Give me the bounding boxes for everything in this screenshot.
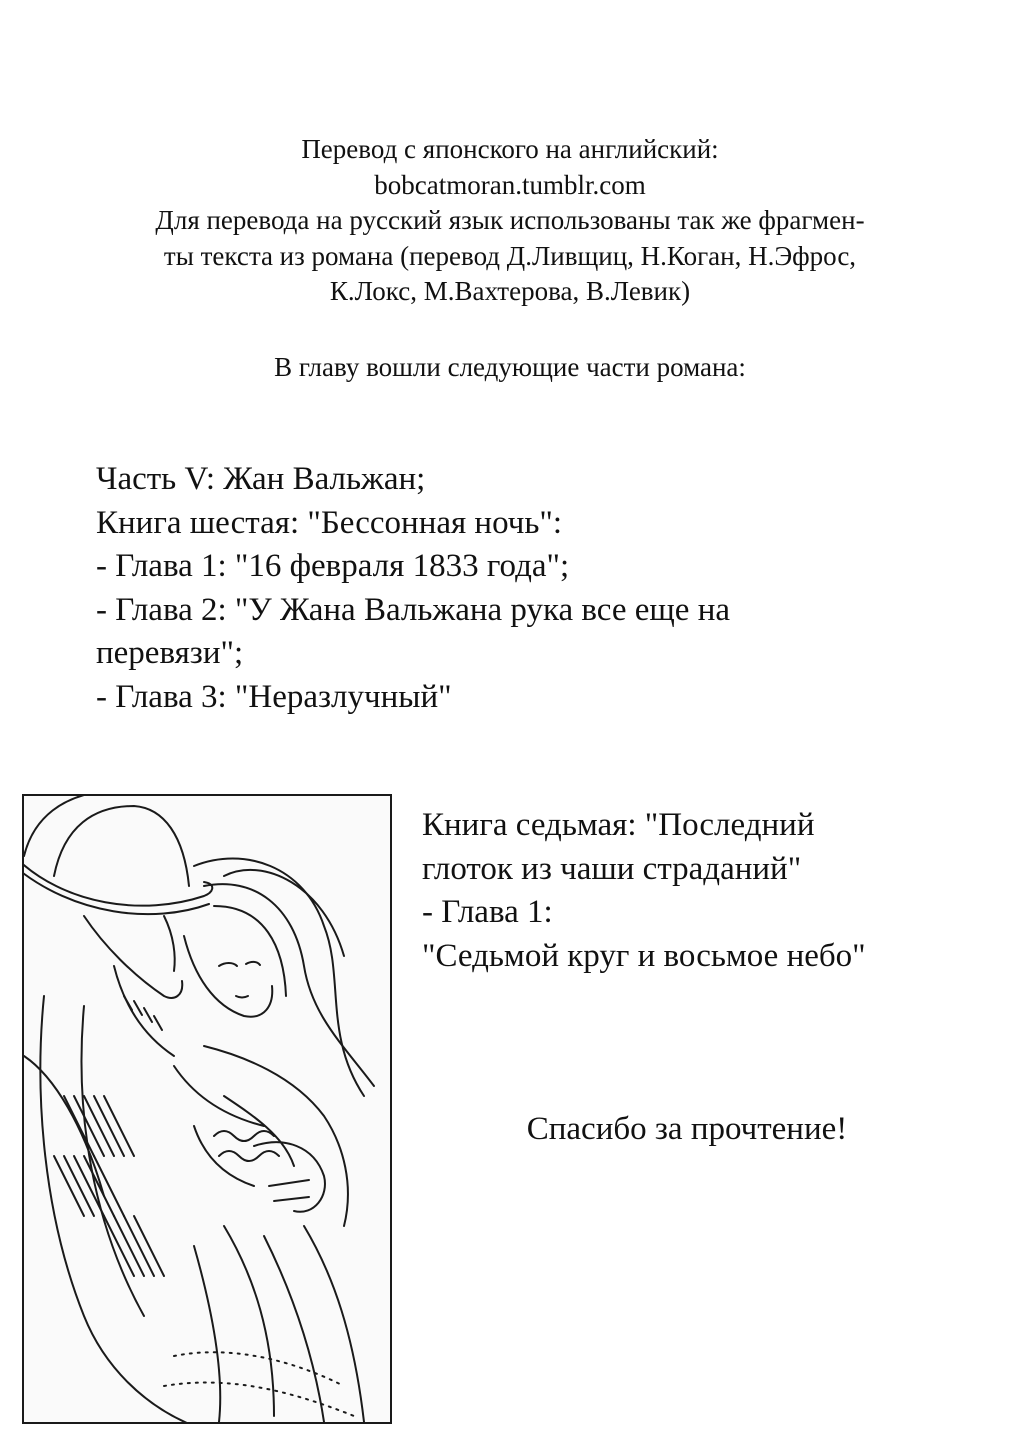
credits-line: Для перевода на русский язык использованы так же фрагмен- xyxy=(155,205,865,235)
contents-list xyxy=(96,458,956,719)
manga-panel-illustration xyxy=(22,794,392,1424)
book-seven-contents xyxy=(422,804,982,978)
credits-source-url: bobcatmoran.tumblr.com xyxy=(374,169,646,200)
contents-chapter: - Глава 1: xyxy=(422,894,553,930)
contents-book: Книга седьмая: "Последний xyxy=(422,807,815,843)
credits-line: К.Локс, М.Вахтерова, В.Левик) xyxy=(329,276,691,306)
contents-book-continued: глоток из чаши страданий" xyxy=(422,850,802,887)
contents-book: Книга шестая: "Бессонная ночь": xyxy=(96,504,563,541)
contents-chapter: - Глава 3: "Неразлучный" xyxy=(96,678,452,715)
credits-line: ты текста из романа (перевод Д.Ливщиц, Н.Коган, Н.Эфрос, xyxy=(163,240,857,271)
credits-line: Перевод с японского на английский: xyxy=(301,134,719,164)
contents-chapter: - Глава 2: "У Жана Вальжана рука все еще на xyxy=(96,591,731,628)
chapter-intro: В главу вошли следующие части романа: xyxy=(274,352,746,382)
contents-chapter: - Глава 1: "16 февраля 1833 года"; xyxy=(96,548,570,584)
embrace-illustration-icon xyxy=(24,796,390,1422)
contents-chapter-title: "Седьмой круг и восьмое небо" xyxy=(422,937,866,974)
translation-credits xyxy=(60,132,960,310)
contents-part: Часть V: Жан Вальжан; xyxy=(96,461,426,497)
thanks-message: Спасибо за прочтение! xyxy=(526,1111,848,1147)
contents-chapter-continued: перевязи"; xyxy=(96,635,244,671)
